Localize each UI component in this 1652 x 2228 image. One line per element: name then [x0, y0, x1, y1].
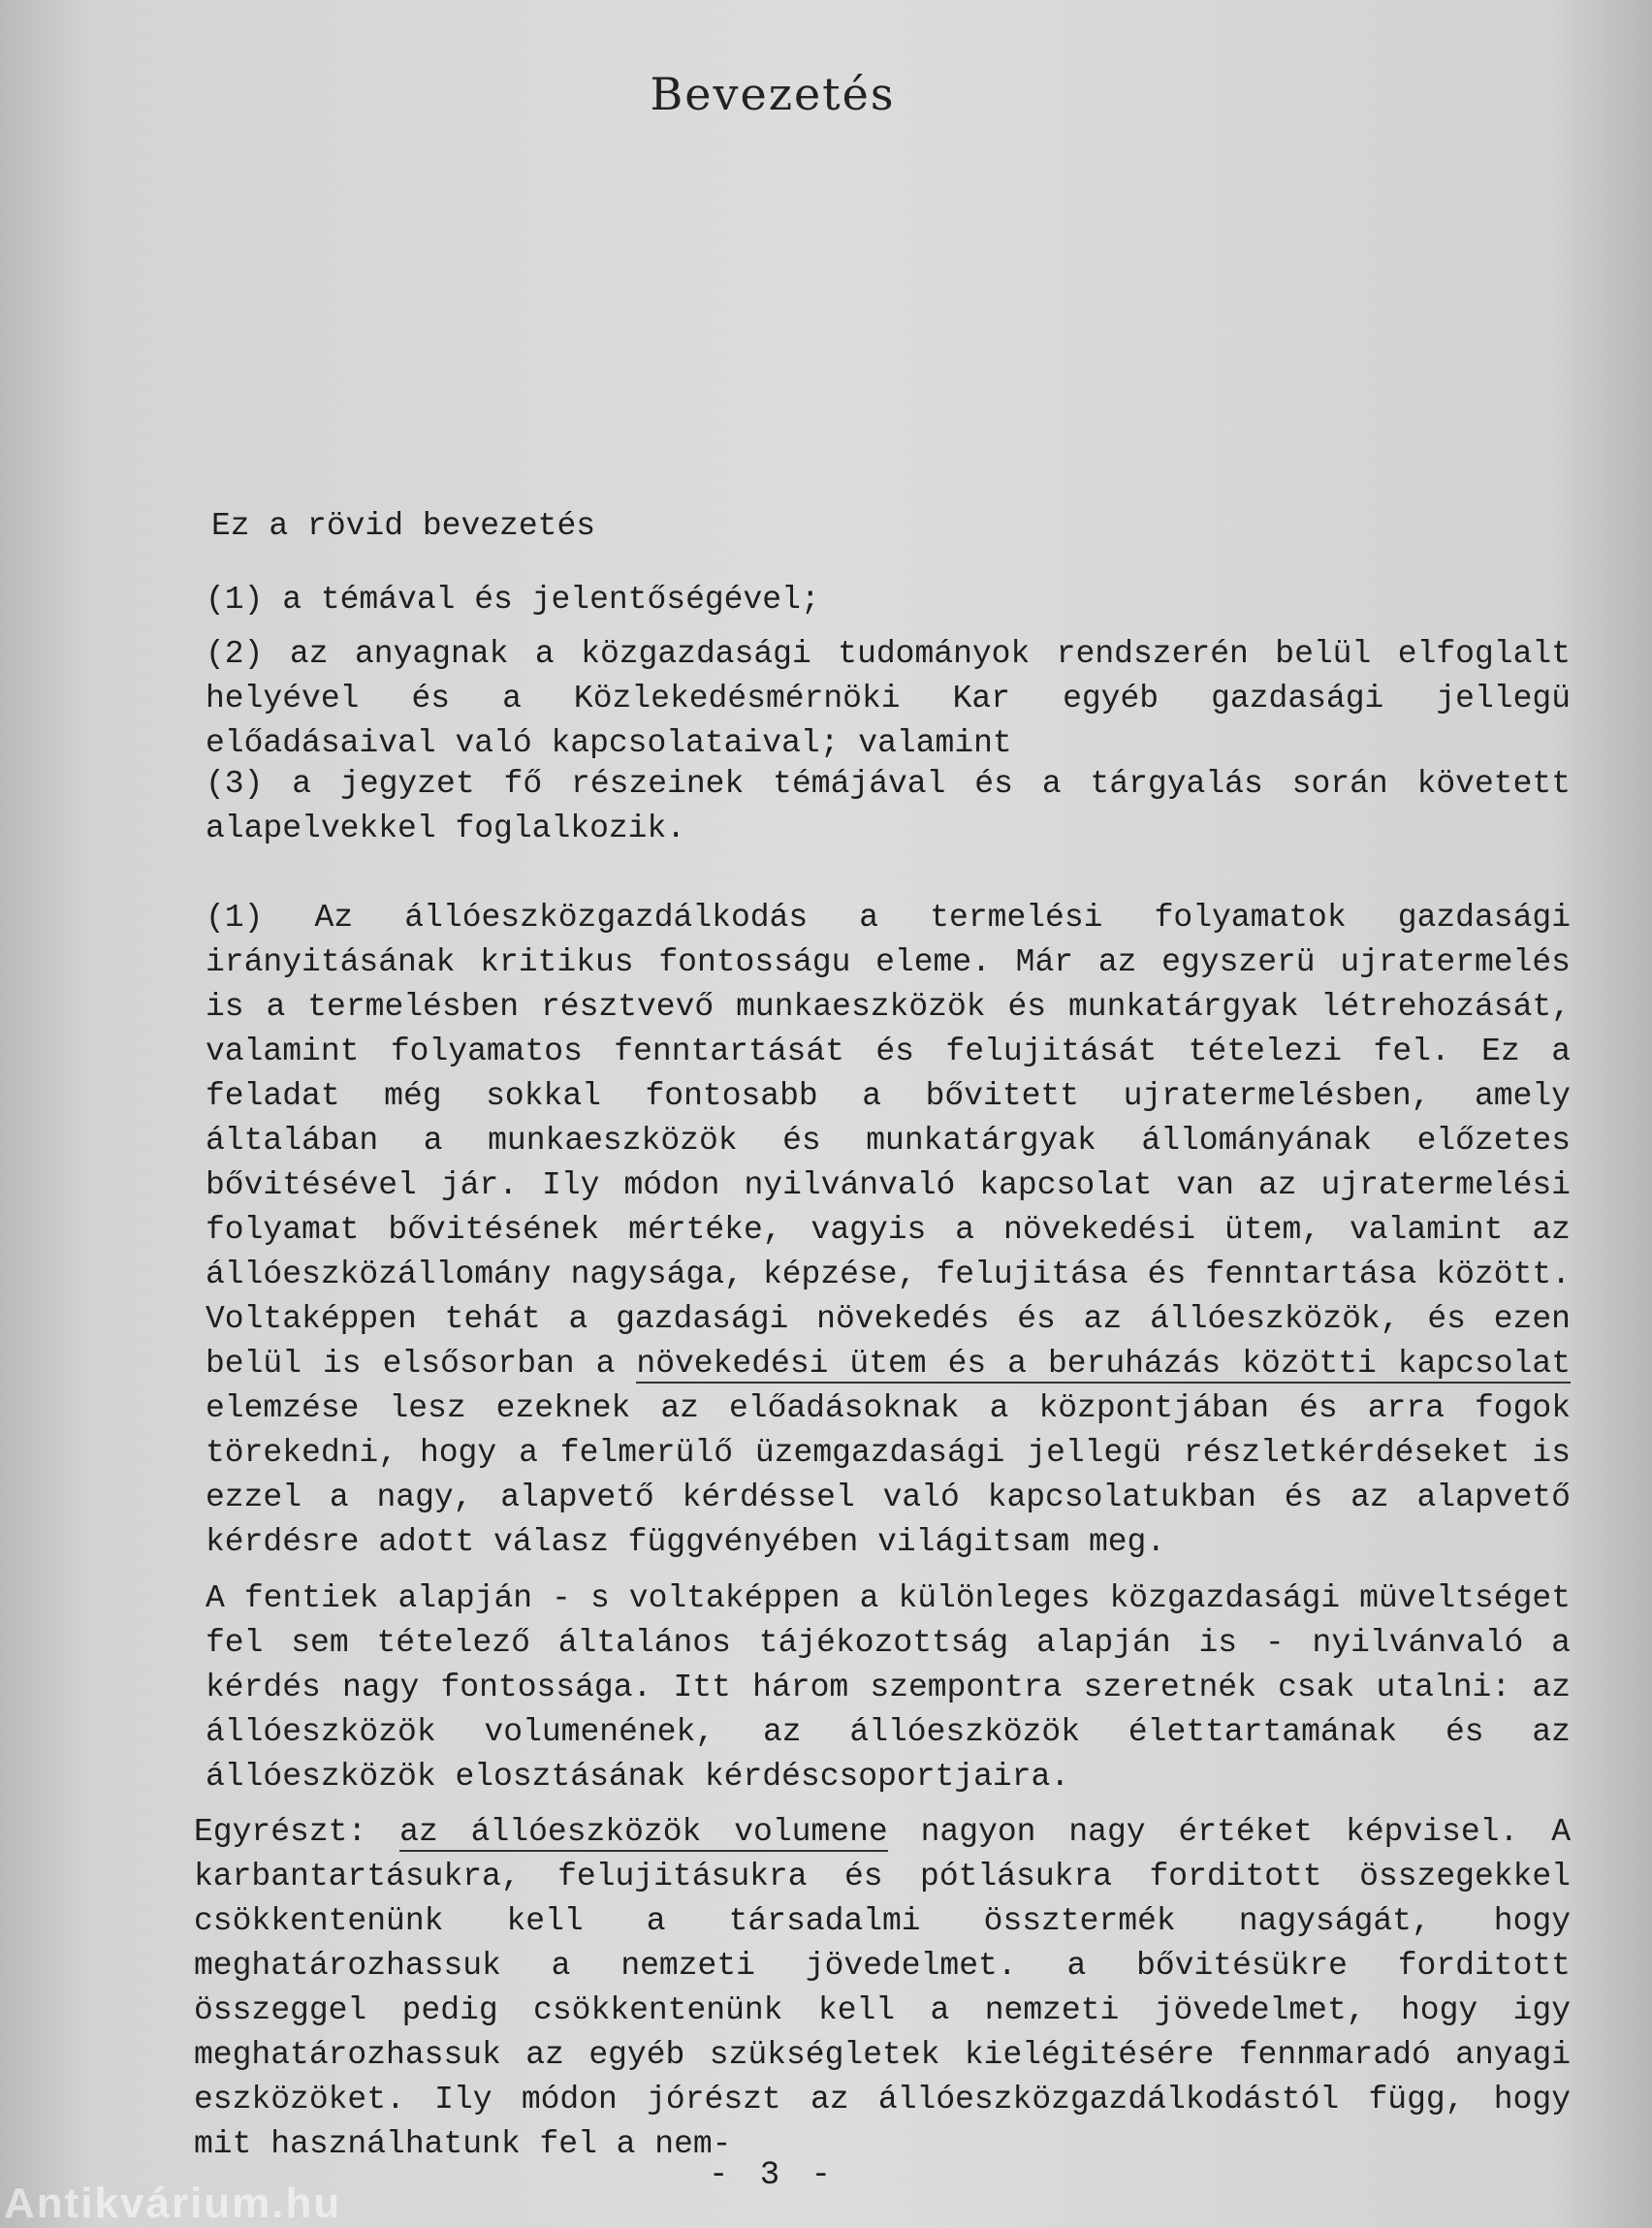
numbered-item-3: (3) a jegyzet fő részeinek témájával és a tárgyalás során követett alapelvekkel foglalkozik. — [206, 766, 1571, 846]
section-2-paragraph: A fentiek alapján - s voltaképpen a különleges közgazdasági müveltséget fel sem tételező általános tájékozottság alapján is - nyilvánvaló a kérdés nagy fontossága. Itt három szempontra szeretnék csak utalni: az állóeszközök volumenének, az állóeszközök élettartamának és az állóeszközök elosztásának kérdéscsoportjaira. — [206, 1580, 1571, 1795]
underlined-phrase-volume: az állóeszközök volumene — [399, 1814, 888, 1850]
page-title: Bevezetés — [650, 68, 896, 120]
section-3-text-end: nagyon nagy értéket képvisel. A karbantartásukra, felujitásukra és pótlásukra forditott összegekkel csökkentenünk kell a társadalmi össztermék nagyságát, hogy meghatározhassuk a nemzeti jövedelmet. a bővitésükre forditott összeggel pedig csökkentenünk kell a nemzeti jövedelmet, hogy igy meghatározhassuk az egyéb szükségletek kielégitésére fennmaradó anyagi eszközöket. Ily módon jórészt az állóeszközgazdálkodástól függ, hogy mit használhatunk fel a nem- — [194, 1814, 1571, 2162]
intro-lead: Ez a rövid bevezetés — [211, 508, 596, 544]
section-1-text-end: elemzése lesz ezeknek az előadásoknak a központjában és arra fogok törekedni, hogy a felmerülő üzemgazdasági jellegü részletkérdéseket is ezzel a nagy, alapvető kérdéssel való kapcsolatukban és az alapvető kérdésre adott válasz függvényében világitsam meg. — [206, 1390, 1571, 1560]
numbered-item-1: (1) a témával és jelentőségével; — [206, 582, 820, 618]
numbered-item-2: (2) az anyagnak a közgazdasági tudományok rendszerén belül elfoglalt helyével és a Közlekedésmérnöki Kar egyéb gazdasági jellegü előadásaival való kapcsolataival; valamint — [206, 636, 1571, 761]
watermark: Antikvárium.hu — [4, 2180, 342, 2227]
section-1-text-start: (1) Az állóeszközgazdálkodás a termelési folyamatok gazdasági irányitásának kritikus fontosságu eleme. Már az egyszerü ujratermelés is a termelésben résztvevő munkaeszközök és munkatárgyak létrehozását, valamint folyamatos fenntartását és felujitását tételezi fel. Ez a feladat még sokkal fontosabb a bővitett ujratermelésben, amely általában a munkaeszközök és munkatárgyak állományának előzetes bővitésével jár. Ily módon nyilvánvaló kapcsolat van az ujratermelési folyamat bővitésének mértéke, vagyis a növekedési ütem, valamint az állóeszközállomány nagysága, képzése, felujitása és fenntartása között. Voltaképpen tehát a gazdasági növekedés és az állóeszközök, és ezen belül is elsősorban a — [206, 900, 1571, 1382]
section-1-paragraph — [97, 896, 1571, 1565]
page-number: - 3 - — [708, 2157, 838, 2194]
underlined-phrase-growth-investment: növekedési ütem és a beruházás közötti kapcsolat — [636, 1346, 1572, 1382]
section-3-paragraph — [85, 1810, 1571, 2167]
section-3-text-start: Egyrészt: — [194, 1814, 400, 1850]
